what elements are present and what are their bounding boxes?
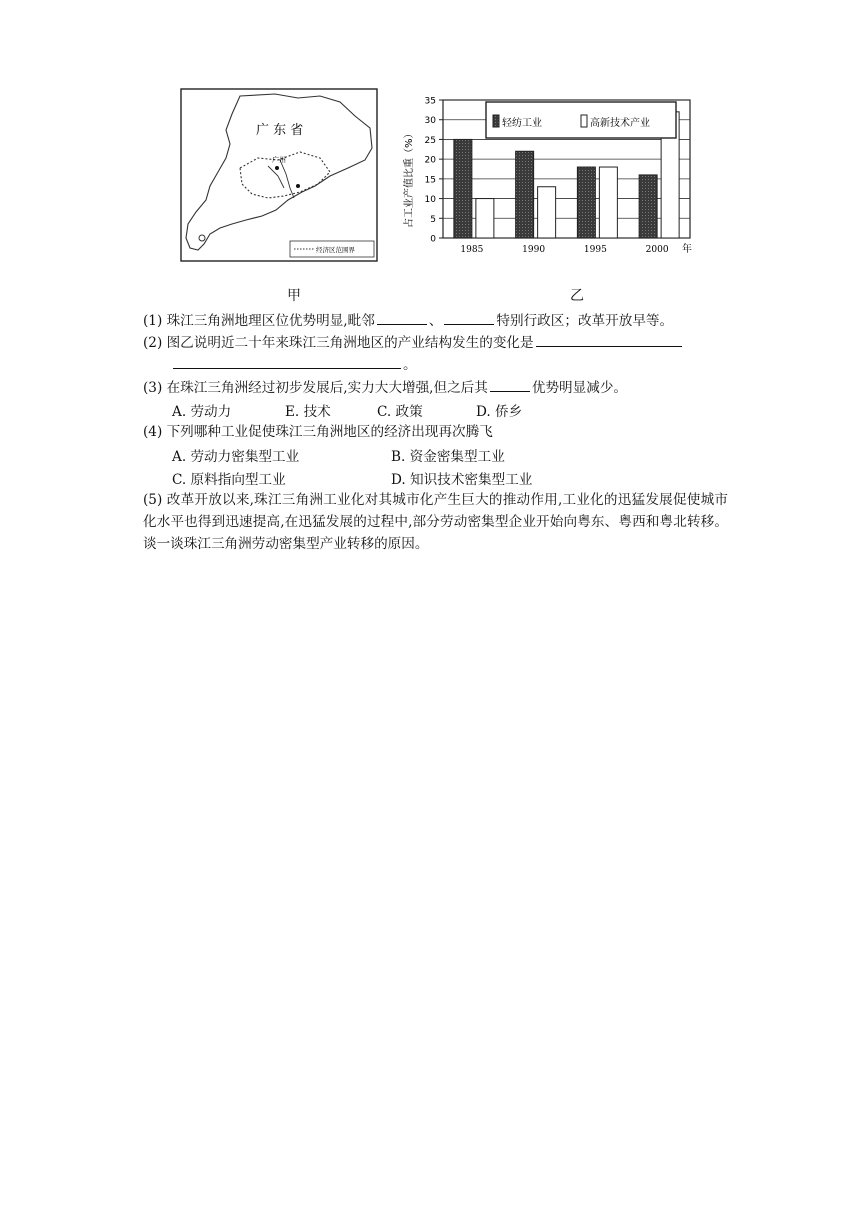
q3-blank[interactable] [490,376,530,392]
q2-text: (2) 图乙说明近二十年来珠江三角洲地区的产业结构发生的变化是 [143,335,534,351]
bar-high-tech [599,167,617,238]
q3-option-c[interactable]: C. 政策 [377,404,423,420]
y-tick-label: 30 [424,116,436,127]
map-svg [180,88,378,263]
legend-label: 高新技术产业 [590,118,650,129]
x-tick-label: 1990 [522,245,546,255]
y-tick-label: 0 [430,234,436,245]
guangdong-map [180,88,378,263]
q4-option-b[interactable]: B. 资金密集型工业 [391,449,505,465]
q1-text-b: 特别行政区；改革开放早等。 [496,313,674,329]
q1-blank-2[interactable] [444,309,494,325]
legend-label: 轻纺工业 [502,118,542,129]
q4-option-a[interactable]: A. 劳动力密集型工业 [172,449,300,465]
y-tick-label: 25 [424,135,436,146]
bar-high-tech [476,199,494,238]
q1-separator: 、 [428,313,443,329]
bar-light-textile [577,167,595,238]
legend-swatch [581,115,587,127]
caption-yi: 乙 [570,288,584,304]
caption-jia: 甲 [287,288,301,304]
city-dot [296,184,300,188]
q4-option-d[interactable]: D. 知识技术密集型工业 [391,472,533,488]
q2-end: 。 [403,357,417,373]
x-tick-label: 1985 [460,245,484,255]
q1-text-a: (1) 珠江三角洲地理区位优势明显,毗邻 [143,313,375,329]
city-label: 广州 [272,156,286,164]
chart-svg [398,88,698,263]
x-ticks [460,242,692,255]
bar-light-textile [454,139,472,238]
x-tick-label: 1995 [583,245,607,255]
q1-blank-1[interactable] [377,309,427,325]
y-axis-label: 占工业产值比重（%） [404,128,415,228]
map-legend-text: 经济区范围界 [316,246,355,254]
bar-light-textile [516,151,534,238]
chart-legend [486,102,676,138]
bar-high-tech [538,187,556,238]
question-1 [143,309,673,332]
bar-light-textile [639,175,657,238]
q3-text-a: (3) 在珠江三角洲经过初步发展后,实力大大增强,但之后其 [143,380,488,396]
y-tick-label: 20 [424,155,436,166]
q2-blank-2[interactable] [173,353,401,369]
y-tick-label: 10 [424,195,436,206]
q3-option-e[interactable]: E. 技术 [285,404,331,420]
q3-option-a[interactable]: A. 劳动力 [172,404,232,420]
question-3 [143,376,627,399]
y-tick-label: 15 [424,175,436,186]
question-4: (4) 下列哪种工业促使珠江三角洲地区的经济出现再次腾飞 [143,424,493,440]
question-5: (5) 改革开放以来,珠江三角洲工业化对其城市化产生巨大的推动作用,工业化的迅猛发展促使城市化水平也得到迅速提高,在迅猛发展的过程中,部分劳动密集型企业开始向粤东、粤西和粤北转移。谈一谈珠江三角洲劳动密集型产业转移的原因。 [143,492,728,552]
industry-chart [398,88,698,263]
x-unit-label: 年 [682,244,692,255]
x-tick-label: 2000 [645,245,669,255]
question-2 [143,331,684,354]
question-2-line2 [171,353,417,376]
y-ticks [425,97,437,245]
q3-option-d[interactable]: D. 侨乡 [476,404,523,420]
legend-swatch [493,115,499,127]
q2-blank-1[interactable] [536,331,682,347]
q4-option-c[interactable]: C. 原料指向型工业 [172,472,286,488]
map-frame [181,89,377,261]
y-tick-label: 5 [430,214,436,225]
province-label: 广 东 省 [256,123,304,138]
q3-text-b: 优势明显减少。 [531,380,628,396]
y-tick-label: 35 [424,96,436,107]
guangzhou-dot [275,166,279,170]
